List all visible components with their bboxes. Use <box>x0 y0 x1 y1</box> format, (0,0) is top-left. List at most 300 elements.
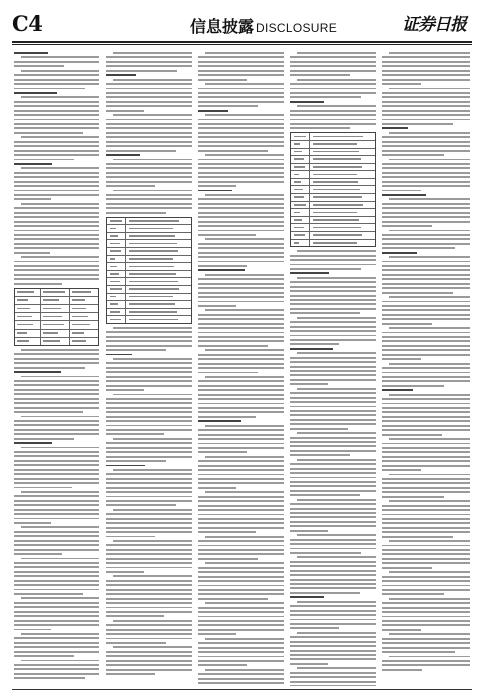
text-line <box>198 283 284 285</box>
text-line <box>198 185 236 187</box>
text-line <box>198 607 284 609</box>
text-line <box>14 389 99 391</box>
table-row <box>15 297 98 305</box>
text-line <box>106 207 192 209</box>
text-line <box>106 65 192 67</box>
text-line <box>290 619 376 621</box>
text-line <box>198 358 284 360</box>
text-line <box>198 522 284 524</box>
subheading-line <box>198 269 245 271</box>
text-line <box>382 372 470 374</box>
text-line <box>14 642 99 644</box>
text-line <box>290 614 376 616</box>
text-line <box>14 646 99 648</box>
text-line <box>106 544 192 546</box>
text-line <box>106 70 177 72</box>
text-line <box>14 185 99 187</box>
text-line <box>382 487 470 489</box>
text-line <box>297 105 376 107</box>
article-column-4 <box>290 52 376 686</box>
text-line <box>106 487 192 489</box>
table-cell-text <box>294 143 301 145</box>
text-line <box>290 312 360 314</box>
table-cell-text <box>17 308 29 310</box>
text-line <box>14 535 99 537</box>
table-cell-text <box>110 266 118 268</box>
text-line <box>297 556 376 558</box>
text-line <box>290 605 376 607</box>
text-line <box>382 629 421 631</box>
text-line <box>382 580 470 582</box>
text-line <box>14 673 99 675</box>
text-line <box>198 447 284 449</box>
text-line <box>14 571 99 573</box>
text-line <box>106 504 176 506</box>
text-line <box>113 159 192 161</box>
text-line <box>113 327 192 329</box>
text-line <box>198 403 284 405</box>
text-line <box>113 469 192 471</box>
text-line <box>198 221 284 223</box>
table-cell-text <box>294 151 302 153</box>
text-line <box>382 567 432 569</box>
text-line <box>290 592 360 594</box>
text-line <box>21 70 99 72</box>
text-line <box>21 447 99 449</box>
text-line <box>113 575 192 577</box>
text-line <box>106 83 192 85</box>
text-line <box>290 468 376 470</box>
table-cell-text <box>43 291 65 293</box>
text-line <box>205 602 284 604</box>
text-line <box>106 447 192 449</box>
text-line <box>14 181 99 183</box>
text-line <box>382 664 470 666</box>
text-line <box>113 79 192 81</box>
text-line <box>106 336 192 338</box>
text-line <box>205 536 284 538</box>
text-line <box>106 150 176 152</box>
text-line <box>106 615 164 617</box>
text-line <box>290 663 328 665</box>
text-line <box>382 150 470 152</box>
text-line <box>14 145 99 147</box>
text-line <box>106 389 144 391</box>
text-line <box>382 593 444 595</box>
text-line <box>106 198 192 200</box>
text-line <box>205 376 284 378</box>
table-row <box>107 294 191 302</box>
text-line <box>290 56 376 58</box>
text-line <box>198 367 284 369</box>
text-line <box>382 114 470 116</box>
table-row <box>291 133 375 141</box>
text-line <box>14 252 50 254</box>
text-line <box>106 185 155 187</box>
text-line <box>290 583 376 585</box>
table-row <box>107 301 191 309</box>
text-line <box>198 136 284 138</box>
text-line <box>198 163 284 165</box>
text-line <box>106 181 192 183</box>
text-line <box>382 420 470 422</box>
text-line <box>198 105 258 107</box>
text-line <box>106 562 192 564</box>
text-line <box>297 79 376 81</box>
text-line <box>382 669 422 671</box>
table-row <box>15 305 98 313</box>
table-cell-text <box>72 308 86 310</box>
text-line <box>290 83 376 85</box>
text-line <box>290 406 376 408</box>
text-line <box>382 651 455 653</box>
text-line <box>14 243 99 245</box>
text-line <box>106 212 166 214</box>
text-line <box>198 389 284 391</box>
text-line <box>106 442 192 444</box>
text-line <box>198 500 284 502</box>
article-column-3 <box>198 52 284 686</box>
text-line <box>290 401 376 403</box>
text-line <box>106 56 192 58</box>
text-line <box>205 425 284 427</box>
subheading-line <box>290 101 324 103</box>
table-cell-text <box>17 291 34 293</box>
table-cell-text <box>110 235 118 237</box>
text-line <box>382 292 453 294</box>
text-line <box>106 593 192 595</box>
text-line <box>106 638 192 640</box>
text-line <box>382 269 470 271</box>
text-line <box>14 575 99 577</box>
text-line <box>14 451 99 453</box>
text-line <box>290 428 348 430</box>
text-line <box>205 238 284 240</box>
text-line <box>198 212 284 214</box>
text-line <box>290 264 376 266</box>
text-line <box>14 261 99 263</box>
text-line <box>198 469 284 471</box>
text-line <box>382 447 470 449</box>
table-row <box>291 149 375 157</box>
text-line <box>198 514 284 516</box>
table-cell-text <box>43 332 58 334</box>
table-cell-text <box>313 174 357 176</box>
text-line <box>382 110 470 112</box>
text-line <box>382 660 470 662</box>
text-line <box>382 141 470 143</box>
text-line <box>198 181 284 183</box>
text-line <box>14 269 99 271</box>
text-line <box>14 154 99 156</box>
text-line <box>14 265 99 267</box>
text-line <box>14 411 83 413</box>
table-row <box>107 263 191 271</box>
subheading-line <box>382 252 417 254</box>
text-line <box>389 132 470 134</box>
text-line <box>382 429 470 431</box>
text-line <box>382 536 453 538</box>
text-line <box>382 212 470 214</box>
text-line <box>382 558 470 560</box>
text-line <box>198 611 284 613</box>
text-line <box>382 509 470 511</box>
text-line <box>106 110 144 112</box>
text-line <box>14 225 99 227</box>
text-line <box>106 598 192 600</box>
text-line <box>290 623 376 625</box>
text-line <box>21 416 99 418</box>
text-line <box>198 571 284 573</box>
text-line <box>382 425 470 427</box>
table-row <box>15 330 98 338</box>
text-line <box>382 243 470 245</box>
data-table <box>14 288 99 346</box>
text-line <box>382 167 470 169</box>
text-line <box>106 349 166 351</box>
subheading-line <box>106 465 145 467</box>
text-line <box>382 416 470 418</box>
table-cell-text <box>17 332 27 334</box>
text-line <box>106 429 192 431</box>
table-cell-text <box>17 324 33 326</box>
table-cell-text <box>129 319 179 321</box>
text-line <box>113 620 192 622</box>
text-line <box>382 119 470 121</box>
subheading-line <box>14 371 61 373</box>
text-line <box>14 114 99 116</box>
table-cell-text <box>129 303 175 305</box>
text-line <box>382 602 470 604</box>
text-line <box>382 620 470 622</box>
text-line <box>14 123 99 125</box>
text-line <box>198 65 284 67</box>
text-line <box>198 167 284 169</box>
text-line <box>205 52 284 54</box>
text-line <box>198 549 284 551</box>
footer-rule <box>12 689 472 690</box>
text-line <box>290 636 376 638</box>
text-line <box>389 540 470 542</box>
table-cell-text <box>110 220 123 222</box>
text-line <box>14 602 99 604</box>
table-cell-text <box>129 250 179 252</box>
table-cell-text <box>110 273 119 275</box>
section-title-cn: 信息披露 <box>190 17 255 36</box>
text-line <box>290 290 376 292</box>
text-line <box>198 438 284 440</box>
text-line <box>198 589 284 591</box>
text-line <box>290 570 376 572</box>
text-line <box>106 456 192 458</box>
text-line <box>382 234 470 236</box>
masthead-rule-thick <box>12 41 472 43</box>
table-row <box>107 256 191 264</box>
text-line <box>14 65 64 67</box>
text-line <box>106 132 192 134</box>
table-cell-text <box>110 228 117 230</box>
table-cell-text <box>313 242 357 244</box>
text-line <box>106 367 192 369</box>
table-cell-text <box>110 243 120 245</box>
text-line <box>106 96 192 98</box>
table-row <box>107 286 191 294</box>
table-cell-text <box>129 281 178 283</box>
table-cell-text <box>313 227 361 229</box>
text-line <box>198 660 284 662</box>
text-line <box>198 61 284 63</box>
text-line <box>106 136 192 138</box>
text-line <box>14 544 99 546</box>
text-line <box>205 491 284 493</box>
text-line <box>198 656 284 658</box>
text-line <box>382 514 470 516</box>
text-line <box>106 522 192 524</box>
subheading-line <box>290 272 329 274</box>
text-line <box>14 566 99 568</box>
table-cell-text <box>110 319 122 321</box>
text-line <box>290 383 328 385</box>
text-line <box>14 278 99 280</box>
text-line <box>113 358 192 360</box>
subheading-line <box>106 74 136 76</box>
data-table <box>106 217 192 324</box>
text-line <box>106 518 192 520</box>
text-line <box>198 332 284 334</box>
text-line <box>389 656 470 658</box>
table-cell-text <box>110 288 123 290</box>
table-cell-text <box>313 181 358 183</box>
text-line <box>290 410 376 412</box>
text-line <box>106 602 192 604</box>
text-line <box>14 212 99 214</box>
article-column-1 <box>14 52 99 686</box>
text-line <box>290 565 376 567</box>
text-line <box>382 145 470 147</box>
text-line <box>113 646 192 648</box>
text-line <box>382 176 470 178</box>
text-line <box>14 500 99 502</box>
table-cell-text <box>110 258 116 260</box>
text-line <box>198 96 284 98</box>
text-line <box>382 207 470 209</box>
table-cell-text <box>294 181 302 183</box>
text-line <box>290 481 376 483</box>
subheading-line <box>290 348 333 350</box>
text-line <box>198 678 284 680</box>
text-line <box>14 198 51 200</box>
text-line <box>106 61 192 63</box>
text-line <box>297 317 376 319</box>
text-line <box>106 553 192 555</box>
text-line <box>290 392 376 394</box>
text-line <box>106 380 192 382</box>
text-line <box>382 576 470 578</box>
text-line <box>113 52 192 54</box>
subheading-line <box>382 127 408 129</box>
text-line <box>382 309 470 311</box>
text-line <box>21 136 99 138</box>
text-line <box>14 159 74 161</box>
table-cell-text <box>313 204 363 206</box>
text-line <box>198 198 284 200</box>
text-line <box>290 379 376 381</box>
text-line <box>198 598 268 600</box>
text-line <box>198 243 284 245</box>
text-line <box>290 419 376 421</box>
text-line <box>14 460 99 462</box>
table-row <box>291 194 375 202</box>
subheading-line <box>198 110 228 112</box>
text-line <box>113 438 192 440</box>
text-line <box>106 673 155 675</box>
text-line <box>106 496 192 498</box>
text-line <box>14 420 99 422</box>
text-line <box>106 376 192 378</box>
table-cell-text <box>129 243 177 245</box>
text-line <box>198 345 268 347</box>
text-line <box>198 234 256 236</box>
text-line <box>106 331 192 333</box>
text-line <box>382 611 470 613</box>
text-line <box>14 589 99 591</box>
table-cell-text <box>129 296 174 298</box>
text-line <box>14 358 99 360</box>
text-line <box>14 615 99 617</box>
text-line <box>297 632 376 634</box>
text-line <box>290 339 376 341</box>
text-line <box>21 597 99 599</box>
text-line <box>198 647 284 649</box>
text-line <box>205 194 284 196</box>
text-line <box>21 56 99 58</box>
text-line <box>198 292 284 294</box>
text-line <box>290 423 376 425</box>
text-line <box>205 154 284 156</box>
text-line <box>21 660 99 662</box>
text-line <box>382 190 421 192</box>
text-line <box>14 83 99 85</box>
table-cell-text <box>129 266 174 268</box>
text-line <box>106 385 192 387</box>
text-line <box>106 624 192 626</box>
text-line <box>106 92 192 94</box>
table-row <box>15 313 98 321</box>
text-line <box>290 65 376 67</box>
table-cell-text <box>313 196 362 198</box>
text-line <box>21 203 99 205</box>
text-line <box>382 105 470 107</box>
text-line <box>14 176 99 178</box>
text-line <box>382 274 470 276</box>
newspaper-logo: 证券日报 <box>402 15 466 35</box>
table-row <box>107 225 191 233</box>
text-line <box>198 363 284 365</box>
text-line <box>290 579 376 581</box>
text-line <box>290 114 376 116</box>
text-line <box>106 607 192 609</box>
text-line <box>106 176 192 178</box>
text-line <box>205 309 284 311</box>
table-cell-text <box>313 234 363 236</box>
table-cell-text <box>294 158 304 160</box>
text-line <box>198 394 284 396</box>
text-line <box>106 145 192 147</box>
text-line <box>382 460 470 462</box>
text-line <box>14 172 99 174</box>
text-line <box>198 203 284 205</box>
text-line <box>14 402 99 404</box>
